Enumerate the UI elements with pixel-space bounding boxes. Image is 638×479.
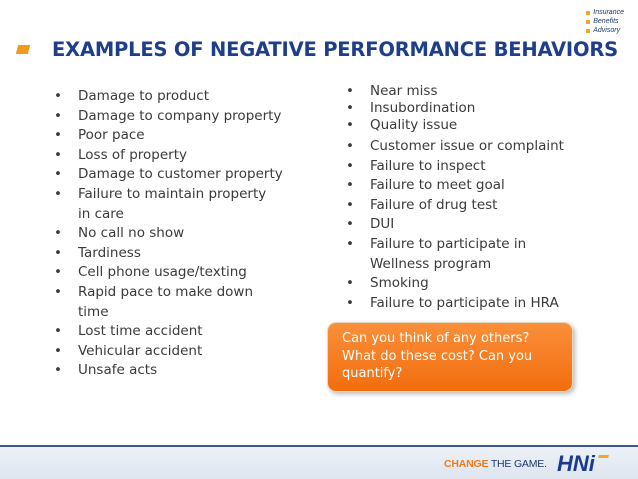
- bullet-item: [346, 137, 591, 157]
- callout-box: [327, 322, 573, 392]
- bullet-text: Vehicular accident: [78, 342, 203, 359]
- bullet-item: [346, 100, 591, 117]
- bullet-dot-icon: •: [346, 157, 354, 174]
- bullet-text: Unsafe acts: [78, 362, 158, 379]
- bullet-dot-icon: •: [54, 88, 62, 104]
- bullet-item: [346, 215, 591, 235]
- bullet-item: [346, 117, 591, 134]
- bullet-dot-icon: •: [346, 83, 354, 99]
- bullet-text: Damage to customer property: [78, 166, 283, 183]
- bullet-text: Failure to participate in HRA: [370, 294, 559, 311]
- bullet-item: [54, 224, 294, 244]
- bullet-text: Cell phone usage/texting: [78, 264, 247, 281]
- callout-line: What do these cost? Can you: [342, 348, 533, 364]
- bullet-dot-icon: •: [54, 166, 62, 183]
- tagline-square-icon: [586, 20, 590, 24]
- bullet-text: Rapid pace to make down: [78, 283, 254, 300]
- bullet-item: [54, 87, 294, 107]
- bullet-text: Poor pace: [78, 127, 145, 144]
- bullet-text: Quality issue: [370, 117, 458, 133]
- bullet-dot-icon: •: [54, 342, 62, 359]
- bullet-item: [54, 342, 294, 362]
- bullet-text: Failure to inspect: [370, 157, 486, 174]
- slogan-bold: CHANGE: [444, 458, 489, 470]
- bullet-text: No call no show: [78, 225, 185, 242]
- tagline-square-icon: [586, 11, 590, 15]
- bullet-dot-icon: •: [54, 185, 62, 202]
- bullet-text: Smoking: [370, 275, 429, 292]
- bullet-dot-icon: •: [346, 275, 354, 292]
- bullet-text: Failure to participate in: [370, 235, 527, 252]
- bullet-item: [346, 294, 591, 314]
- tagline-text: Insurance: [593, 9, 624, 16]
- right-bullet-list: [346, 83, 591, 313]
- bullet-item: [346, 196, 591, 216]
- bullet-item: [346, 235, 591, 274]
- callout-line: quantify?: [342, 366, 403, 381]
- hni-logo: [556, 451, 618, 475]
- bullet-item: [346, 176, 591, 196]
- bullet-item: [346, 83, 591, 100]
- bullet-dot-icon: •: [54, 107, 62, 124]
- tagline-line: [586, 8, 624, 17]
- bullet-text: DUI: [370, 216, 395, 233]
- bullet-item: [54, 361, 294, 381]
- bullet-item: [54, 126, 294, 146]
- bullet-text: Wellness program: [370, 255, 492, 272]
- bullet-item: [54, 185, 294, 224]
- bullet-item: [346, 157, 591, 177]
- page-title: EXAMPLES OF NEGATIVE PERFORMANCE BEHAVIORS: [52, 38, 619, 61]
- bullet-item: [54, 244, 294, 264]
- bullet-dot-icon: •: [346, 294, 354, 311]
- bullet-text: Loss of property: [78, 146, 187, 163]
- bullet-text: Tardiness: [78, 244, 141, 261]
- bullet-item: [54, 146, 294, 166]
- tagline-text: Advisory: [593, 27, 621, 34]
- tagline-text: Benefits: [593, 18, 619, 25]
- bullet-dot-icon: •: [346, 196, 354, 213]
- callout-line: Can you think of any others?: [342, 331, 530, 346]
- bullet-text: Failure to meet goal: [370, 177, 505, 194]
- bullet-text: Insubordination: [370, 100, 476, 116]
- bullet-text: Failure to maintain property: [78, 185, 267, 202]
- bullet-dot-icon: •: [54, 283, 62, 300]
- bullet-dot-icon: •: [54, 362, 62, 379]
- bullet-dot-icon: •: [346, 138, 354, 154]
- bullet-dot-icon: •: [54, 225, 62, 242]
- slogan-rest: THE GAME.: [488, 458, 547, 470]
- bullet-dot-icon: •: [54, 264, 62, 281]
- footer-slogan: [444, 458, 547, 470]
- bullet-dot-icon: •: [54, 127, 62, 144]
- hni-logo-text: HNi: [557, 451, 595, 475]
- bullet-text: Customer issue or complaint: [370, 138, 564, 154]
- footer-rule: [0, 445, 638, 447]
- bullet-dot-icon: •: [346, 117, 354, 133]
- tagline: [586, 8, 624, 35]
- bullet-text: Near miss: [370, 83, 438, 99]
- bullet-text: Damage to product: [78, 88, 210, 104]
- bullet-item: [346, 274, 591, 294]
- bullet-item: [54, 107, 294, 127]
- tagline-line: [586, 26, 624, 35]
- bullet-dot-icon: •: [346, 177, 354, 194]
- bullet-text: Lost time accident: [78, 323, 203, 340]
- hni-logo-accent: [598, 455, 609, 458]
- bullet-dot-icon: •: [346, 100, 354, 116]
- bullet-dot-icon: •: [54, 146, 62, 163]
- bullet-text: time: [78, 303, 109, 320]
- left-bullet-list: [54, 87, 294, 381]
- title-accent-icon: [16, 45, 30, 54]
- bullet-item: [54, 165, 294, 185]
- bullet-text: in care: [78, 205, 124, 222]
- bullet-item: [54, 263, 294, 283]
- bullet-dot-icon: •: [346, 235, 354, 252]
- footer-bar: [0, 445, 638, 479]
- tagline-line: [586, 17, 624, 26]
- tagline-square-icon: [586, 29, 590, 33]
- bullet-item: [54, 322, 294, 342]
- bullet-text: Failure of drug test: [370, 196, 498, 213]
- bullet-item: [54, 283, 294, 322]
- bullet-dot-icon: •: [54, 244, 62, 261]
- bullet-dot-icon: •: [54, 323, 62, 340]
- bullet-dot-icon: •: [346, 216, 354, 233]
- bullet-text: Damage to company property: [78, 107, 282, 124]
